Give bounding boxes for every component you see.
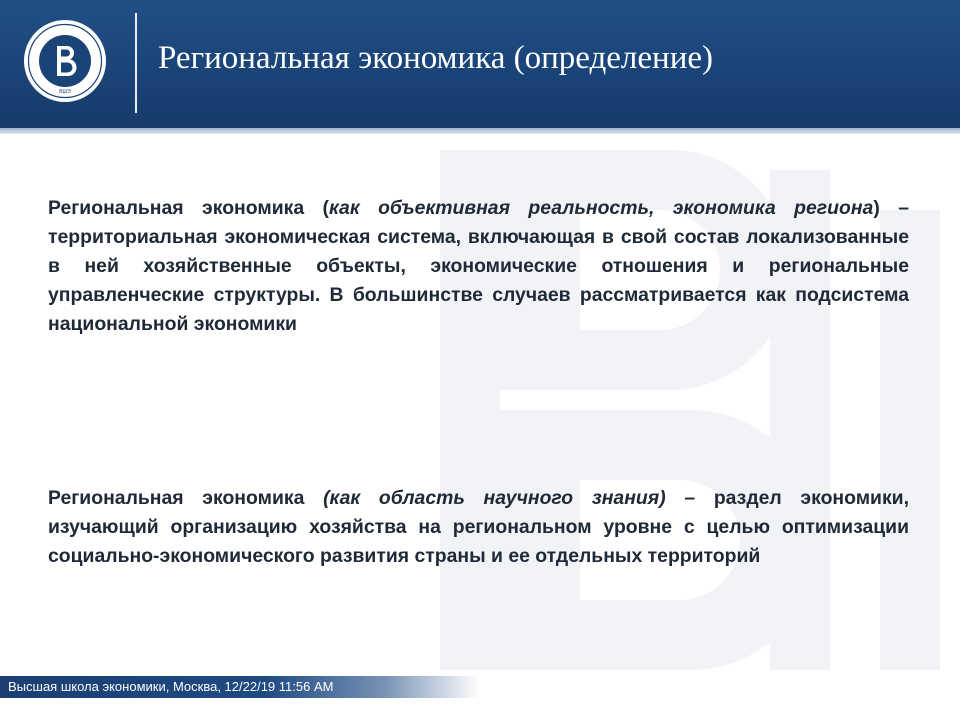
slide-title: Региональная экономика (определение) (158, 40, 714, 76)
definition-scientific-field (48, 484, 909, 571)
definition2-body: – раздел экономики, изучающий организацию хозяйства на региональном уровне с целью оптимизации социально-экономического развития страны и ее отдельных территорий (48, 487, 909, 567)
definition2-qualifier: (как область научного знания) (323, 487, 666, 509)
definition1-term: Региональная экономика ( (48, 197, 329, 219)
header-bar (0, 0, 960, 128)
footer-timestamp: 12/22/19 11:56 AM (224, 679, 334, 694)
footer-org: Высшая школа экономики, Москва, (8, 679, 225, 694)
logo-seal-text: ВШЭ (59, 89, 71, 95)
definition1-qualifier: как объективная реальность, экономика региона (328, 197, 874, 219)
header-divider (135, 13, 137, 113)
footer-text (8, 679, 333, 694)
hse-logo-icon (22, 18, 108, 104)
footer-bar (0, 676, 480, 698)
header-underline (0, 128, 960, 134)
definition2-term: Региональная экономика (48, 487, 324, 509)
definition1-body: ) – территориальная экономическая система, включающая в свой состав локализованные в ней хозяйственные объекты, экономические отношения и региональные управленческие структуры. В большинстве случаев рассматривается как подсистема национальной экономики (48, 197, 909, 335)
definition-objective-reality (48, 194, 909, 339)
